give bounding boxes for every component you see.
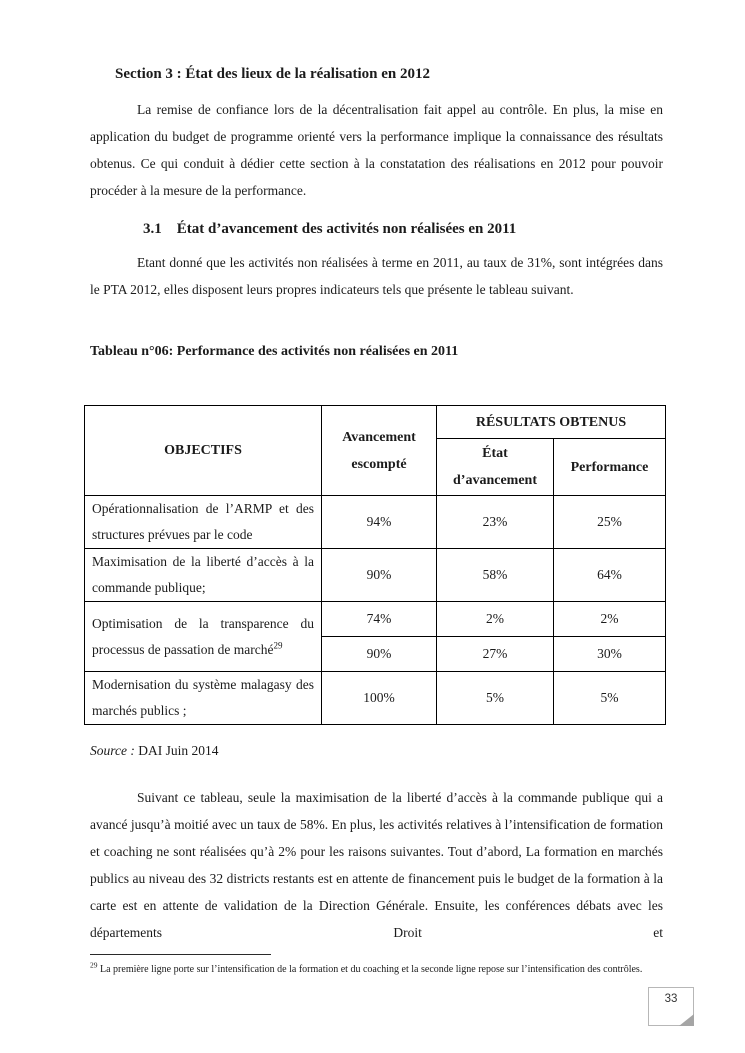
table-row (85, 496, 666, 549)
subsection-paragraph: Etant donné que les activités non réalisées à terme en 2011, au taux de 31%, sont intégrées dans le PTA 2012, elles disposent leurs propres indicateurs tels que présente le tableau suivant. (90, 255, 663, 297)
subsection-heading (143, 221, 663, 238)
footnote-reference: 29 (273, 640, 283, 650)
footnote-marker: 29 (90, 960, 98, 970)
subsection-number: 3.1 (143, 221, 162, 237)
footnote-separator (90, 954, 271, 955)
section-paragraph: La remise de confiance lors de la décentralisation fait appel au contrôle. En plus, la mise en application du budget de programme orienté vers la performance implique la connaissance des résultats obtenus. Ce qui conduit à dédier cette section à la constatation des réalisations en 2012 pour pouvoir procéder à la mesure de la performance. (90, 102, 663, 198)
header-resultats-obtenus: RÉSULTATS OBTENUS (437, 406, 666, 439)
state-value: 58% (437, 549, 554, 602)
subsection-title: État d’avancement des activités non réalisées en 2011 (176, 221, 517, 237)
page-fold-icon (679, 1014, 694, 1026)
header-avancement-escompte: Avancement escompté (322, 406, 437, 496)
header-performance: Performance (554, 439, 666, 496)
performance-value: 30% (554, 637, 666, 672)
section-heading: Section 3 : État des lieux de la réalisation en 2012 (115, 66, 430, 82)
header-objectifs: OBJECTIFS (85, 406, 322, 496)
objective-text: Optimisation de la transparence du processus de passation de marché (92, 615, 314, 657)
performance-value: 2% (554, 602, 666, 637)
state-value: 2% (437, 602, 554, 637)
expected-value: 94% (322, 496, 437, 549)
objective-cell: Modernisation du système malagasy des marchés publics ; (85, 672, 322, 725)
footnote (90, 962, 670, 977)
header-etat-avancement: État d’avancement (437, 439, 554, 496)
source-line (90, 743, 218, 759)
source-label: Source : (90, 743, 135, 758)
state-value: 5% (437, 672, 554, 725)
table-header-row-1 (85, 406, 666, 439)
objective-cell (85, 602, 322, 672)
state-value: 23% (437, 496, 554, 549)
table-caption: Tableau n°06: Performance des activités non réalisées en 2011 (90, 344, 459, 359)
source-value: DAI Juin 2014 (138, 743, 219, 758)
expected-value: 74% (322, 602, 437, 637)
table-row (85, 672, 666, 725)
page-number-badge (648, 987, 694, 1026)
objective-cell: Opérationnalisation de l’ARMP et des structures prévues par le code (85, 496, 322, 549)
performance-value: 25% (554, 496, 666, 549)
table-row (85, 549, 666, 602)
objective-cell: Maximisation de la liberté d’accès à la commande publique; (85, 549, 322, 602)
performance-table (84, 405, 666, 725)
performance-value: 5% (554, 672, 666, 725)
expected-value: 100% (322, 672, 437, 725)
state-value: 27% (437, 637, 554, 672)
closing-paragraph: Suivant ce tableau, seule la maximisation de la liberté d’accès à la commande publique qui a avancé jusqu’à moitié avec un taux de 58%. En plus, les activités relatives à l’intensification de formation et coaching ne sont réalisées qu’à 2% pour les raisons suivantes. Tout d’abord, La formation en marchés publics au niveau des 32 districts restants est en attente de financement puis le budget de la formation à la carte est en attente de validation de la Direction Générale. Ensuite, les conférences débats avec les départements Droit et (90, 790, 663, 940)
performance-value: 64% (554, 549, 666, 602)
footnote-text: La première ligne porte sur l’intensification de la formation et du coaching et la seconde ligne repose sur l’intensification des contrôles. (100, 964, 643, 975)
expected-value: 90% (322, 549, 437, 602)
expected-value: 90% (322, 637, 437, 672)
table-row (85, 602, 666, 637)
page-number: 33 (664, 993, 678, 1005)
